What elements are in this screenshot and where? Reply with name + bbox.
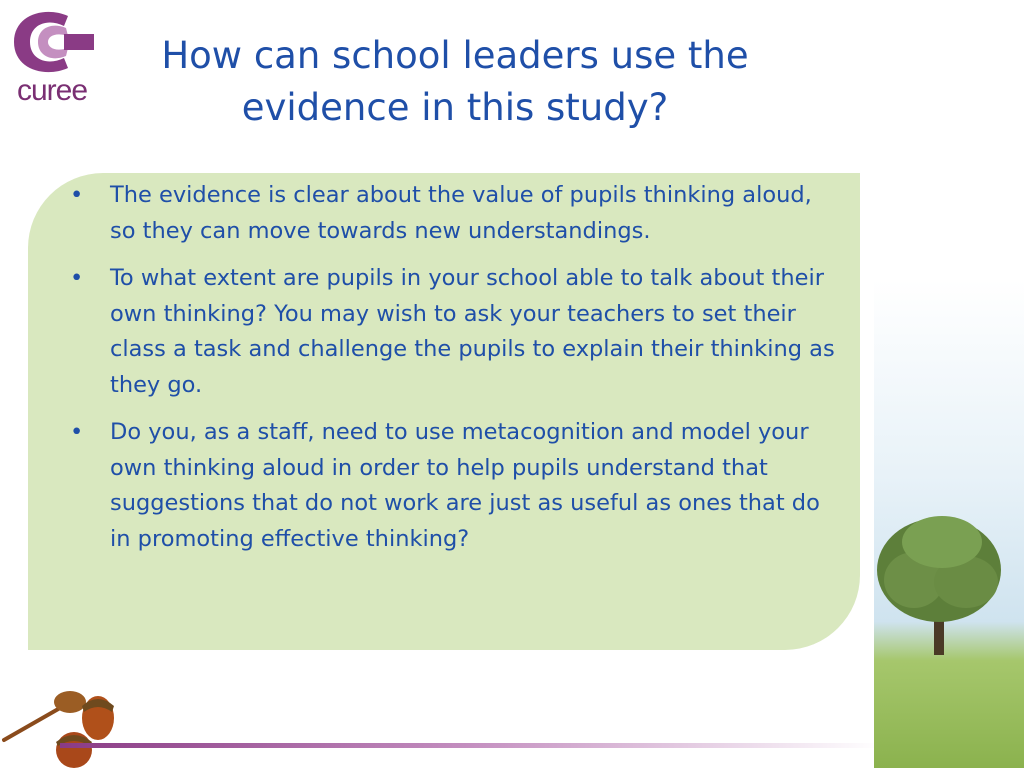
acorn-icon (0, 680, 130, 768)
bullet-dot: • (70, 419, 84, 445)
bullet-item (70, 261, 840, 403)
tree-landscape (874, 280, 1024, 768)
bullet-item (70, 415, 840, 557)
tree-icon (874, 280, 1024, 768)
acorns-decoration (0, 680, 130, 768)
bullet-item (70, 178, 840, 249)
bullet-text: Do you, as a staff, need to use metacognition and model your own thinking aloud in order to help pupils understand that suggestions that do not work are just as useful as ones that do in promoting effective thinking? (110, 419, 820, 552)
curee-c-logo-icon (6, 8, 98, 78)
bullet-dot: • (70, 265, 84, 291)
bullet-list (70, 178, 840, 569)
curee-logo (6, 8, 98, 108)
bottom-divider (60, 743, 880, 748)
bullet-text: The evidence is clear about the value of pupils thinking aloud, so they can move towards new understandings. (110, 182, 812, 244)
logo-text: curee (16, 74, 88, 107)
slide-title: How can school leaders use the evidence in this study? (161, 34, 749, 129)
bullet-text: To what extent are pupils in your school able to talk about their own thinking? You may wish to ask your teachers to set their class a task and challenge the pupils to explain their thinking as they go. (110, 265, 835, 398)
bullet-dot: • (70, 182, 84, 208)
